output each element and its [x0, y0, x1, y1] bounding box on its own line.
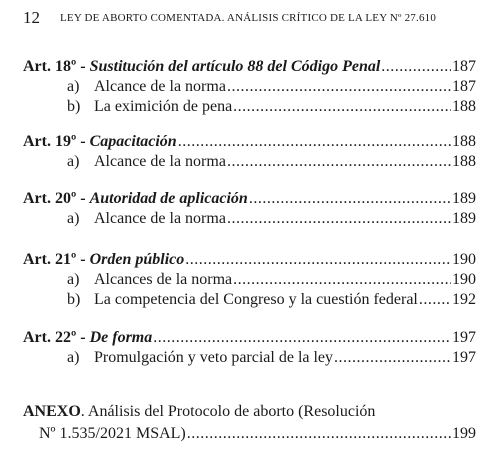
toc-subentry[interactable]: [67, 97, 476, 117]
page-ref: 187: [452, 58, 476, 75]
toc-entry-art-22[interactable]: Art. 22º - De forma ..... 197: [23, 328, 476, 348]
article-number: Art. 22º: [23, 329, 77, 346]
toc-entry-art-19[interactable]: Art. 19º - Capacitación ..... 188: [23, 132, 476, 152]
dot-leader: [185, 250, 451, 270]
page-ref: 197: [452, 329, 476, 346]
toc-subentry[interactable]: [67, 209, 476, 229]
anexo-title-line-2: Nº 1.535/2021 MSAL): [39, 425, 186, 442]
page-ref: 190: [452, 251, 476, 268]
sub-text: Alcances de la norma: [94, 271, 233, 288]
page-ref: 188: [452, 153, 476, 170]
article-number: Art. 20º: [23, 190, 77, 207]
article-title: De forma: [89, 329, 153, 346]
dot-leader: [153, 328, 451, 348]
sub-letter: a): [67, 78, 80, 95]
dot-leader: [233, 270, 451, 290]
sub-text: Alcance de la norma: [94, 153, 226, 170]
dot-leader: [178, 132, 451, 152]
anexo-title-line-1: . Análisis del Protocolo de aborto (Resolución: [80, 403, 376, 420]
sub-text: La competencia del Congreso y la cuestión federal: [94, 291, 418, 308]
toc-subentry[interactable]: [67, 348, 476, 368]
dot-leader: [249, 189, 451, 209]
dot-leader: [227, 209, 451, 229]
dot-leader: [227, 77, 451, 97]
sub-letter: b): [67, 98, 81, 115]
page-ref: 188: [452, 98, 476, 115]
dot-leader: [227, 152, 451, 172]
page-ref: 188: [452, 133, 476, 150]
sub-letter: b): [67, 291, 81, 308]
article-number: Art. 18º: [23, 58, 77, 75]
page-ref: 187: [452, 78, 476, 95]
dot-leader: [381, 57, 451, 77]
sub-letter: a): [67, 349, 80, 366]
dot-leader: [187, 424, 451, 444]
article-title: Autoridad de aplicación: [89, 190, 248, 207]
page-ref: 189: [452, 210, 476, 227]
dot-leader: [334, 348, 451, 368]
toc-entry-art-21[interactable]: Art. 21º - Orden público ..... 190: [23, 250, 476, 270]
article-title: Capacitación: [89, 133, 177, 150]
toc-entry-art-20[interactable]: Art. 20º - Autoridad de aplicación ..... 189: [23, 189, 476, 209]
sub-letter: a): [67, 153, 80, 170]
running-title: LEY DE ABORTO COMENTADA. ANÁLISIS CRÍTICO DE LA LEY Nº 27.610: [60, 12, 437, 24]
sub-text: La eximición de pena: [94, 98, 233, 115]
sub-letter: a): [67, 210, 80, 227]
dot-leader: [419, 290, 451, 310]
page-ref: 197: [452, 349, 476, 366]
article-title: Orden público: [89, 251, 185, 268]
dot-leader: [233, 97, 451, 117]
page-ref: 190: [452, 271, 476, 288]
article-title: Sustitución del artículo 88 del Código Penal: [89, 58, 381, 75]
toc-entry-art-18[interactable]: Art. 18º - Sustitución del artículo 88 del Código Penal ..... 187: [23, 57, 476, 77]
page-ref: 199: [452, 425, 476, 442]
sub-text: Alcance de la norma: [94, 78, 226, 95]
page-ref: 189: [452, 190, 476, 207]
toc-subentry[interactable]: [67, 290, 476, 310]
page-number: 12: [23, 8, 40, 27]
sub-text: Promulgación y veto parcial de la ley: [94, 349, 334, 366]
article-number: Art. 21º: [23, 251, 77, 268]
toc-subentry[interactable]: [67, 77, 476, 97]
running-header: [23, 8, 483, 32]
toc-entry-anexo-cont[interactable]: [39, 424, 476, 444]
sub-text: Alcance de la norma: [94, 210, 226, 227]
sub-letter: a): [67, 271, 80, 288]
anexo-label: ANEXO: [23, 403, 81, 420]
page-ref: 192: [452, 291, 476, 308]
toc-subentry[interactable]: [67, 270, 476, 290]
article-number: Art. 19º: [23, 133, 77, 150]
toc-subentry[interactable]: [67, 152, 476, 172]
toc-entry-anexo[interactable]: [23, 402, 476, 422]
